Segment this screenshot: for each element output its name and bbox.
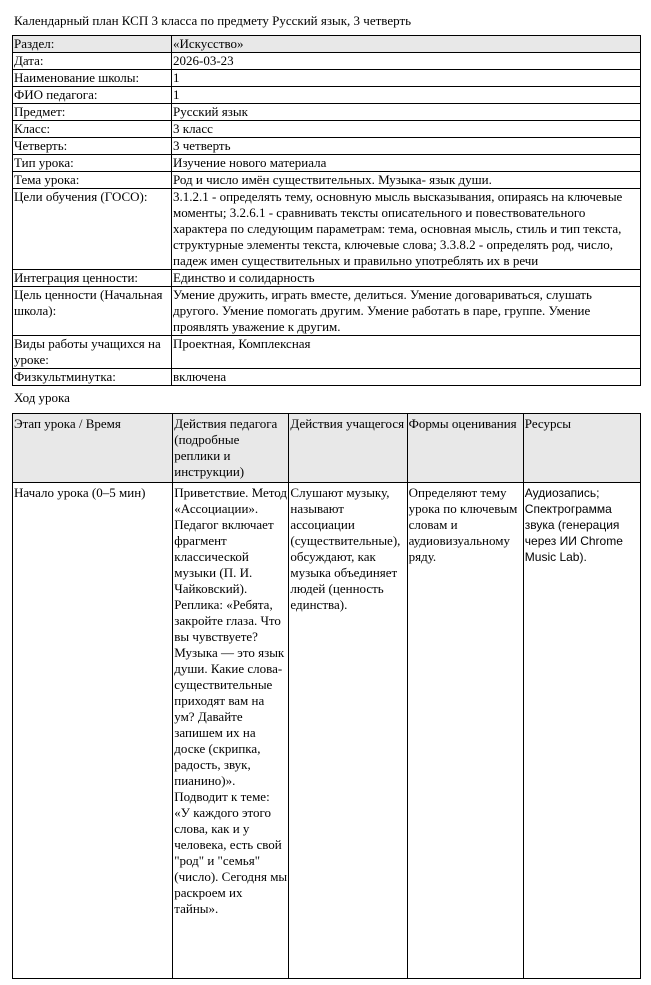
lesson-flow-heading: Ход урока [14, 390, 70, 405]
cell-assessment: Определяют тему урока по ключевым словам и аудиовизуальному ряду. [407, 483, 523, 979]
info-value: Русский язык [172, 104, 641, 121]
info-row-subject [13, 104, 641, 121]
info-row-school [13, 70, 641, 87]
info-row-physical-break [13, 369, 641, 386]
info-value: «Искусство» [172, 36, 641, 53]
info-row-value-goal [13, 287, 641, 336]
column-header-teacher-actions: Действия педагога (подробные реплики и инструкции) [173, 414, 289, 483]
info-row-teacher [13, 87, 641, 104]
info-label: Дата: [13, 53, 172, 70]
info-label: ФИО педагога: [13, 87, 172, 104]
table-row [13, 483, 641, 979]
info-label: Интеграция ценности: [13, 270, 172, 287]
cell-student-actions: Слушают музыку, называют ассоциации (существительные), обсуждают, как музыка объединяет людей (ценность единства). [289, 483, 407, 979]
info-value: 1 [172, 87, 641, 104]
info-row-work-types [13, 336, 641, 369]
info-label: Тип урока: [13, 155, 172, 172]
info-label: Наименование школы: [13, 70, 172, 87]
info-value: Изучение нового материала [172, 155, 641, 172]
info-row-class [13, 121, 641, 138]
info-value: 1 [172, 70, 641, 87]
info-value: 3 четверть [172, 138, 641, 155]
info-label: Виды работы учащихся на уроке: [13, 336, 172, 369]
info-value: Единство и солидарность [172, 270, 641, 287]
info-label: Четверть: [13, 138, 172, 155]
info-row-date [13, 53, 641, 70]
steps-header-row [13, 414, 641, 483]
info-row-goals [13, 189, 641, 270]
info-value: Умение дружить, играть вместе, делиться. Умение договариваться, слушать другого. Умение помогать другим. Умение работать в паре, группе. Умение проявлять уважение к другим. [172, 287, 641, 336]
info-value: Род и число имён существительных. Музыка- язык души. [172, 172, 641, 189]
info-value: включена [172, 369, 641, 386]
column-header-resources: Ресурсы [523, 414, 640, 483]
column-header-assessment: Формы оценивания [407, 414, 523, 483]
info-row-lesson-type [13, 155, 641, 172]
cell-stage: Начало урока (0–5 мин) [13, 483, 173, 979]
info-label: Класс: [13, 121, 172, 138]
column-header-student-actions: Действия учащегося [289, 414, 407, 483]
column-header-stage: Этап урока / Время [13, 414, 173, 483]
info-label: Предмет: [13, 104, 172, 121]
cell-resources: Аудиозапись; Спектрограмма звука (генерация через ИИ Chrome Music Lab). [523, 483, 640, 979]
info-row-section [13, 36, 641, 53]
lesson-info-table [12, 35, 641, 386]
info-value: 2026-03-23 [172, 53, 641, 70]
info-label: Физкультминутка: [13, 369, 172, 386]
info-value: 3.1.2.1 - определять тему, основную мысль высказывания, опираясь на ключевые моменты; 3.2.6.1 - сравнивать тексты описательного и повествовательного характера по следующим параметрам: тема, основная мысль, стиль и тип текста, структурные элементы текста, ключевые слова; 3.3.8.2 - определять род, число, падеж имен существительных и правильно употреблять их в речи [172, 189, 641, 270]
info-row-lesson-topic [13, 172, 641, 189]
cell-teacher-actions: Приветствие. Метод «Ассоциации». Педагог включает фрагмент классической музыки (П. И. Чайковский). Реплика: «Ребята, закройте глаза. Что вы чувствуете? Музыка — это язык души. Какие слова-существительные приходят вам на ум? Давайте запишем их на доске (скрипка, радость, звук, пианино)». Подводит к теме: «У каждого этого слова, как и у человека, есть свой "род" и "семья" (число). Сегодня мы раскроем их тайны». [173, 483, 289, 979]
document-title: Календарный план КСП 3 класса по предмету Русский язык, 3 четверть [14, 13, 412, 28]
info-label: Цели обучения (ГОСО): [13, 189, 172, 270]
info-value: Проектная, Комплексная [172, 336, 641, 369]
info-row-quarter [13, 138, 641, 155]
info-label: Цель ценности (Начальная школа): [13, 287, 172, 336]
info-value: 3 класс [172, 121, 641, 138]
lesson-steps-table [12, 413, 641, 979]
info-row-value-integration [13, 270, 641, 287]
info-label: Раздел: [13, 36, 172, 53]
info-label: Тема урока: [13, 172, 172, 189]
